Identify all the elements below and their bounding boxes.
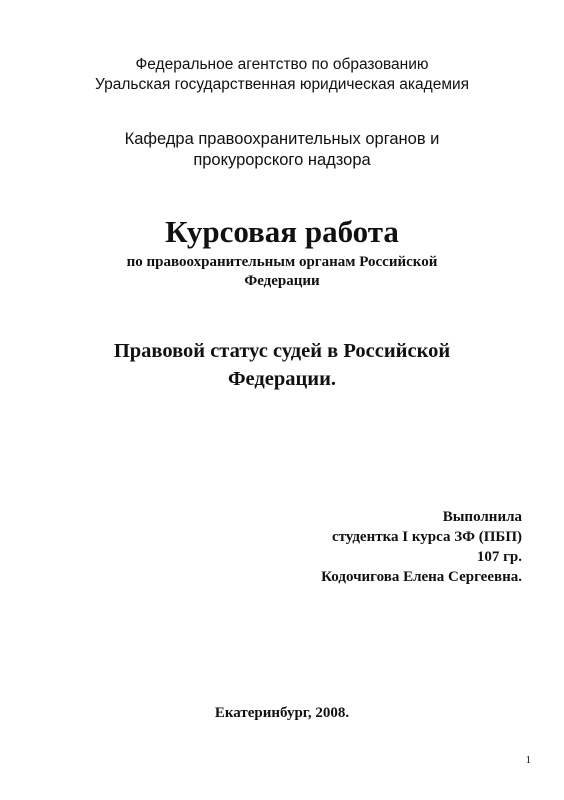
- city-year: Екатеринбург, 2008.: [214, 705, 350, 721]
- author-group: 107 гр.: [476, 549, 522, 565]
- academy-name: Уральская государственная юридическая академия: [94, 76, 470, 93]
- department-line-1: Кафедра правоохранительных органов и: [124, 130, 440, 148]
- author-course: студентка I курса ЗФ (ПБП): [331, 529, 522, 545]
- author-completed-by: Выполнила: [442, 509, 522, 525]
- topic-line-2: Федерации.: [227, 368, 337, 390]
- agency-name: Федеральное агентство по образованию: [135, 56, 429, 73]
- author-name: Кодочигова Елена Сергеевна.: [321, 569, 522, 585]
- page-number: 1: [525, 754, 531, 766]
- department-line-2: прокурорского надзора: [193, 151, 371, 169]
- topic-line-1: Правовой статус судей в Российской: [113, 340, 451, 362]
- subtitle-line-1: по правоохранительным органам Российской: [126, 254, 438, 270]
- subtitle-line-2: Федерации: [244, 273, 320, 289]
- document-title: Курсовая работа: [165, 214, 399, 249]
